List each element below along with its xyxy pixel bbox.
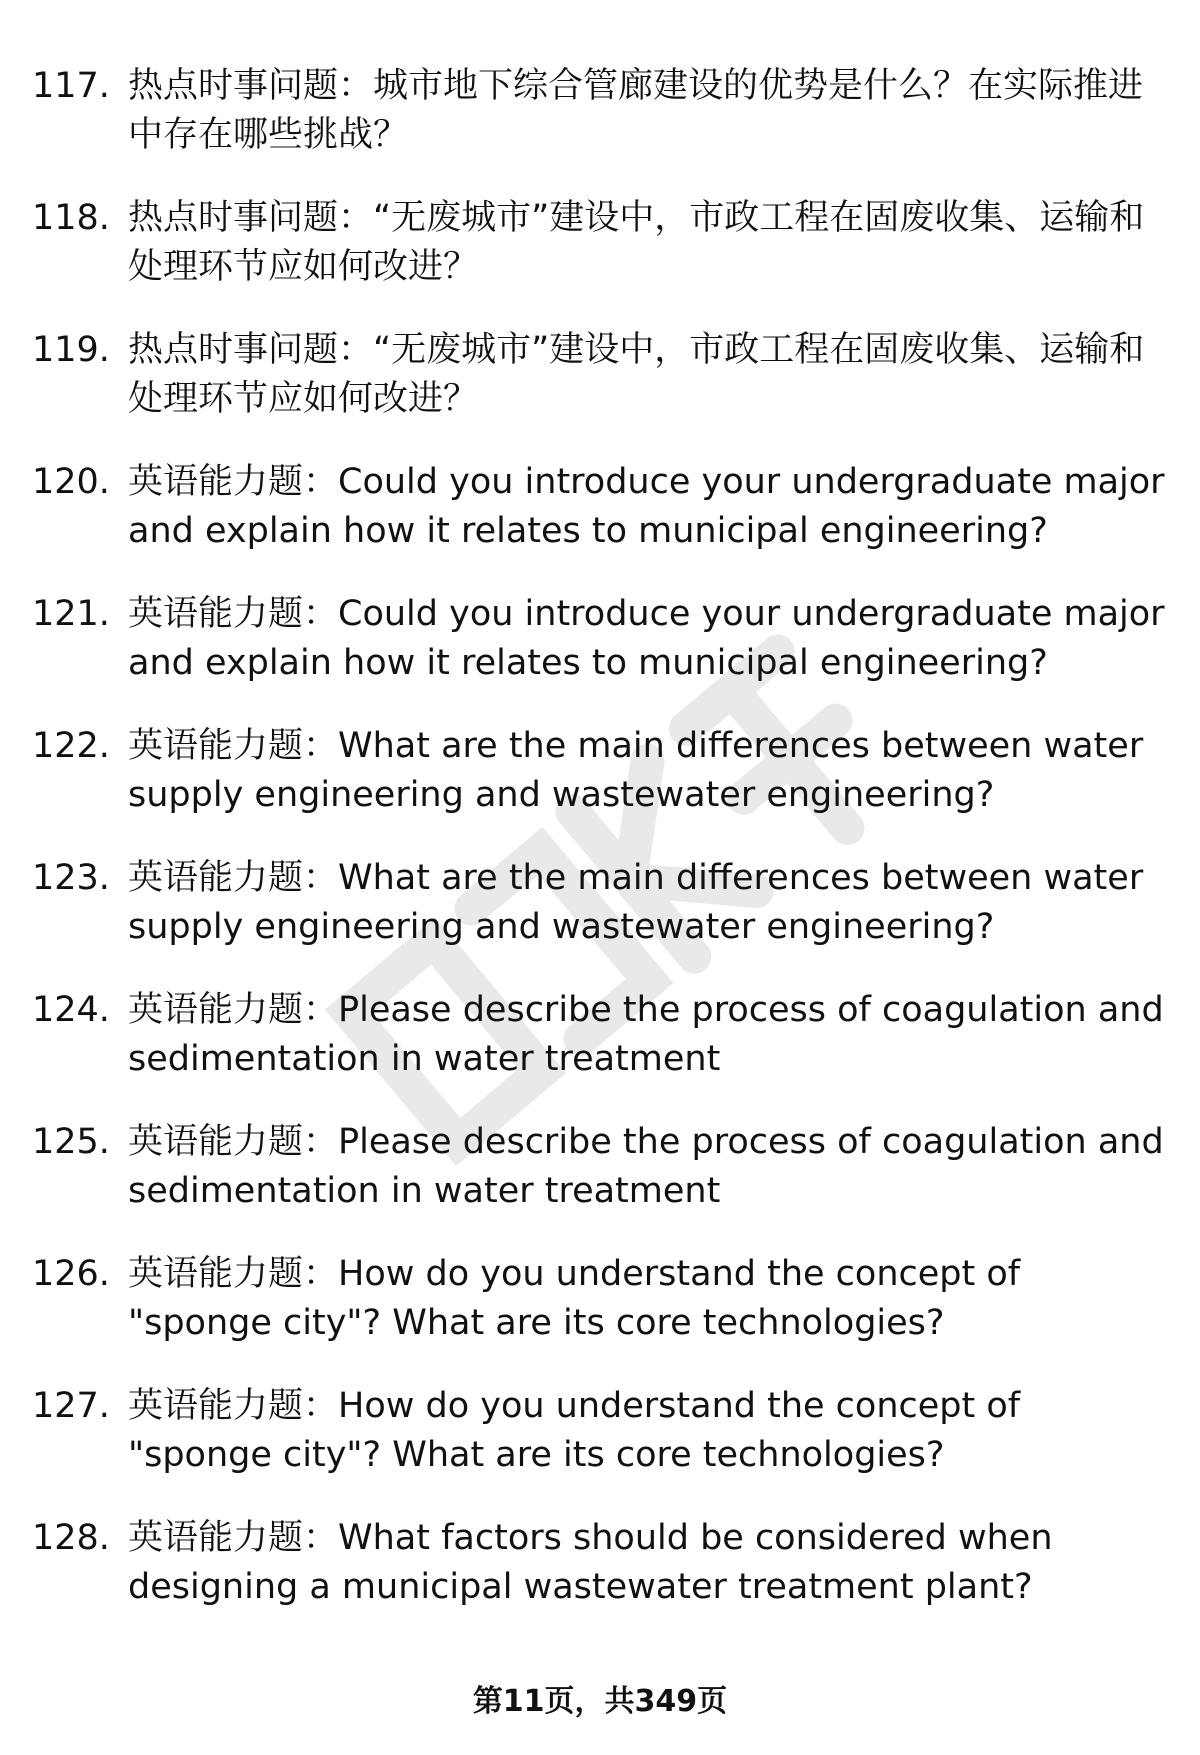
question-number: 127. [32,1386,110,1426]
question-item [32,722,1172,820]
question-text: 热点时事问题：“无废城市”建设中，市政工程在固废收集、运输和处理环节应如何改进？ [128,198,1145,287]
question-text: 英语能力题：Please describe the process of coagulation and sedimentation in water treatment [128,990,1164,1079]
question-text: 英语能力题：How do you understand the concept of "sponge city"? What are its core technologies? [128,1386,1021,1475]
question-item [32,1118,1172,1216]
question-number: 128. [32,1518,110,1558]
question-number: 117. [32,66,110,106]
page-footer: 第11页，共349页 [472,1684,728,1719]
question-item [32,458,1172,556]
question-item [32,590,1172,688]
question-number: 124. [32,990,110,1030]
question-item [32,62,1172,160]
question-text: 英语能力题：How do you understand the concept of "sponge city"? What are its core technologies? [128,1254,1021,1343]
question-number: 121. [32,594,110,634]
question-item [32,194,1172,292]
question-number: 123. [32,858,110,898]
question-number: 118. [32,198,110,238]
question-number: 125. [32,1122,110,1162]
question-text: 英语能力题：What factors should be considered when designing a municipal wastewater treatment plant? [128,1518,1053,1607]
question-number: 119. [32,330,110,370]
question-text: 热点时事问题：“无废城市”建设中，市政工程在固废收集、运输和处理环节应如何改进？ [128,330,1145,419]
question-item [32,326,1172,424]
question-item [32,1514,1172,1612]
question-text: 英语能力题：Could you introduce your undergraduate major and explain how it relates to municipal engineering? [128,462,1165,551]
question-list [32,62,1172,1646]
question-text: 英语能力题：Please describe the process of coagulation and sedimentation in water treatment [128,1122,1164,1211]
question-number: 126. [32,1254,110,1294]
question-text: 热点时事问题：城市地下综合管廊建设的优势是什么？在实际推进中存在哪些挑战？ [128,66,1144,155]
question-item [32,1250,1172,1348]
question-text: 英语能力题：What are the main differences between water supply engineering and wastewater engineering? [128,726,1144,815]
question-number: 122. [32,726,110,766]
question-item [32,1382,1172,1480]
question-item [32,986,1172,1084]
question-number: 120. [32,462,110,502]
question-text: 英语能力题：Could you introduce your undergraduate major and explain how it relates to municipal engineering? [128,594,1165,683]
question-item [32,854,1172,952]
question-text: 英语能力题：What are the main differences between water supply engineering and wastewater engineering? [128,858,1144,947]
